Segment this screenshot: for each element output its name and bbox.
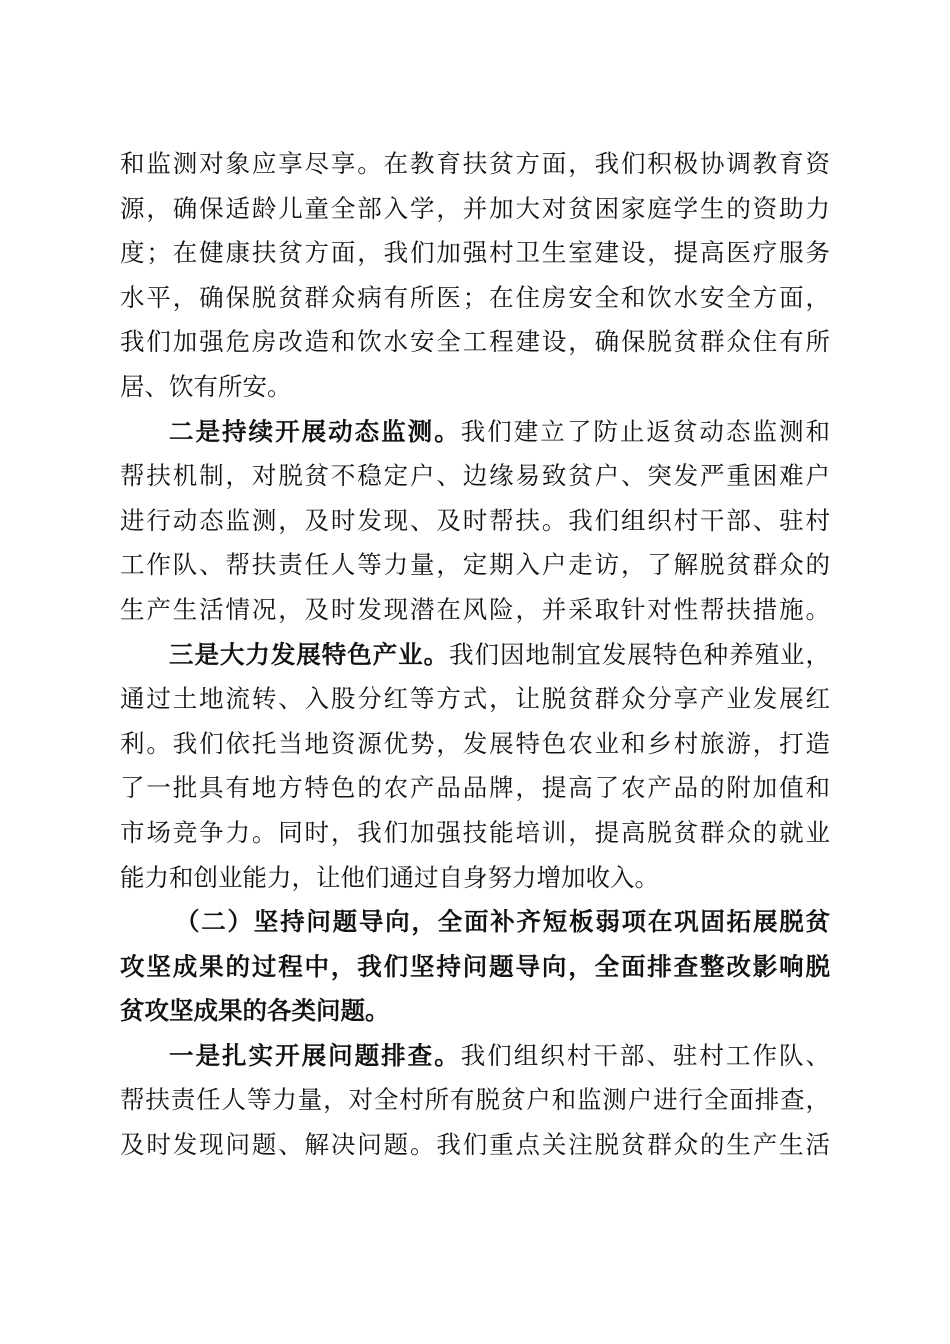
paragraph-text: 我们组织村干部、驻村工作队、 xyxy=(460,1040,831,1070)
paragraph-lead-text: 二是持续开展动态监测。 xyxy=(169,416,461,446)
paragraph-problem-investigation xyxy=(120,1034,830,1168)
text-line: 生产生活情况，及时发现潜在风险，并采取针对性帮扶措施。 xyxy=(120,594,830,624)
text-line: 和监测对象应享尽享。在教育扶贫方面，我们积极协调教育资 xyxy=(120,149,830,178)
text-line: 工作队、帮扶责任人等力量，定期入户走访，了解脱贫群众的 xyxy=(120,550,830,580)
text-line: 我们加强危房改造和饮水安全工程建设，确保脱贫群众住有所 xyxy=(120,327,830,357)
text-line: 居、饮有所安。 xyxy=(120,371,292,401)
paragraph-text: 我们建立了防止返贫动态监测和 xyxy=(460,416,831,446)
paragraph-dynamic-monitoring xyxy=(120,410,830,633)
section-heading-problem-oriented xyxy=(120,900,830,1034)
text-line: 能力和创业能力，让他们通过自身努力增加收入。 xyxy=(120,862,659,892)
section-heading: 贫攻坚成果的各类问题。 xyxy=(120,996,390,1026)
paragraph-lead-text: 三是大力发展特色产业。 xyxy=(169,639,450,669)
text-line: 度；在健康扶贫方面，我们加强村卫生室建设，提高医疗服务 xyxy=(120,238,830,268)
text-line xyxy=(120,1034,830,1079)
section-heading: 攻坚成果的过程中，我们坚持问题导向，全面排查整改影响脱 xyxy=(120,951,830,981)
text-line: 了一批具有地方特色的农产品品牌，提高了农产品的附加值和 xyxy=(120,773,830,803)
section-heading: （二）坚持问题导向，全面补齐短板弱项在巩固拓展脱贫 xyxy=(175,907,830,937)
paragraph-special-industries xyxy=(120,633,830,901)
text-line: 帮扶机制，对脱贫不稳定户、边缘易致贫户、突发严重困难户 xyxy=(120,461,830,491)
text-line: 进行动态监测，及时发现、及时帮扶。我们组织村干部、驻村 xyxy=(120,505,830,535)
text-line: 及时发现问题、解决问题。我们重点关注脱贫群众的生产生活 xyxy=(120,1130,830,1160)
text-line xyxy=(120,633,830,678)
document-body xyxy=(120,142,830,1168)
text-line: 利。我们依托当地资源优势，发展特色农业和乡村旅游，打造 xyxy=(120,728,830,758)
text-line: 市场竞争力。同时，我们加强技能培训，提高脱贫群众的就业 xyxy=(120,817,830,847)
paragraph-education-health-housing xyxy=(120,142,830,410)
text-line: 水平，确保脱贫群众病有所医；在住房安全和饮水安全方面， xyxy=(120,282,830,312)
text-line xyxy=(120,410,830,455)
paragraph-lead-text: 一是扎实开展问题排查。 xyxy=(169,1040,461,1070)
text-line: 帮扶责任人等力量，对全村所有脱贫户和监测户进行全面排查， xyxy=(120,1085,830,1115)
text-line: 源，确保适龄儿童全部入学，并加大对贫困家庭学生的资助力 xyxy=(120,193,830,223)
paragraph-text: 我们因地制宜发展特色种养殖业， xyxy=(449,639,831,669)
text-line: 通过土地流转、入股分红等方式，让脱贫群众分享产业发展红 xyxy=(120,684,830,714)
